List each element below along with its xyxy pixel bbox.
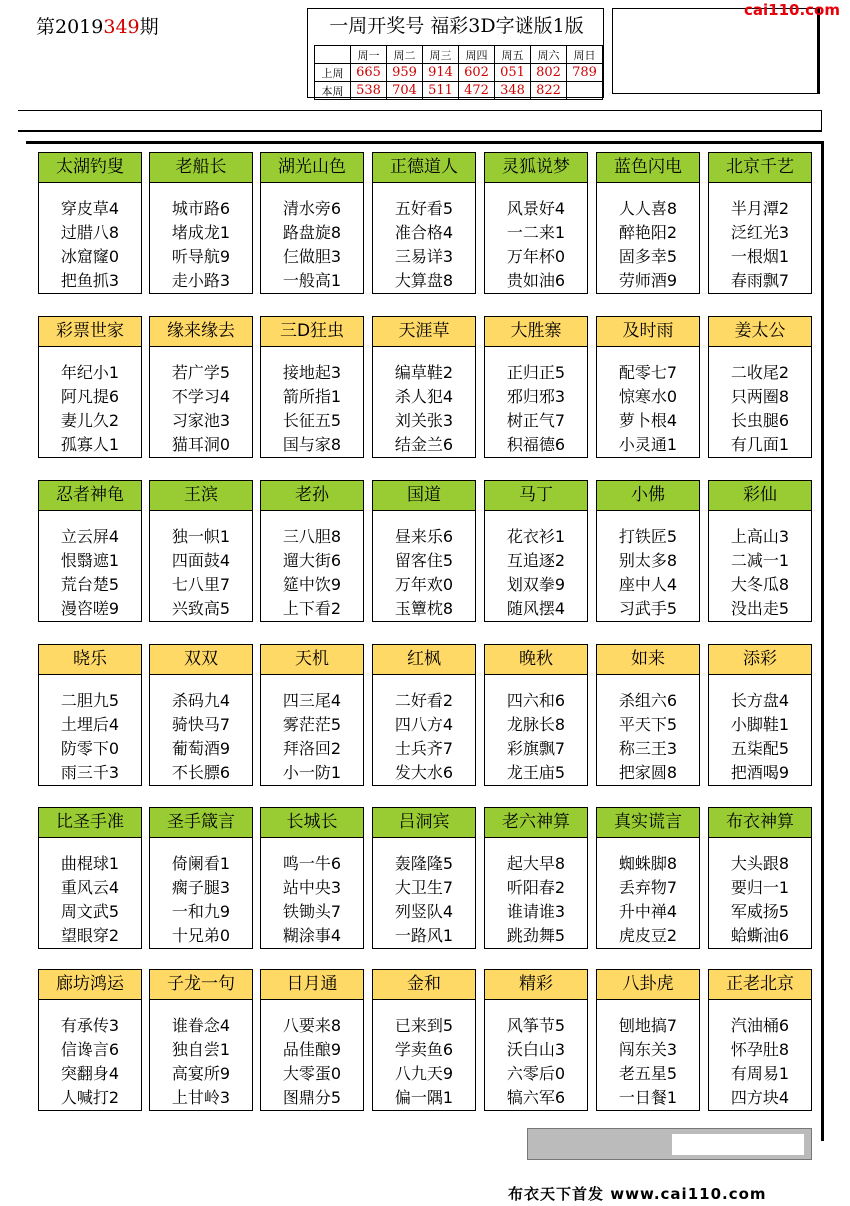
riddle-line: 一二来1 [506, 223, 566, 242]
riddle-line: 丢弃物7 [618, 878, 678, 897]
cell-title: 国道 [373, 481, 475, 511]
riddle-line: 曲棍球1 [60, 854, 120, 873]
riddle-line: 留客住5 [394, 551, 454, 570]
riddle-cell [708, 480, 812, 622]
riddle-line: 听导航9 [171, 247, 231, 266]
draw-number: 602 [459, 64, 495, 82]
riddle-line: 没出走5 [730, 599, 790, 618]
riddle-line: 贵如油6 [506, 271, 566, 290]
riddle-line: 春雨飘7 [730, 271, 790, 290]
riddle-cell [372, 316, 476, 458]
riddle-line: 编草鞋2 [394, 363, 454, 382]
riddle-line: 不长膘6 [171, 763, 231, 782]
riddle-line: 年纪小1 [60, 363, 120, 382]
riddle-line: 高宴所9 [171, 1064, 231, 1083]
cell-title: 老六神算 [485, 808, 587, 838]
riddle-line: 三易详3 [394, 247, 454, 266]
riddle-cell [149, 644, 253, 786]
site-logo[interactable]: cai110.com [744, 1, 840, 19]
cell-title: 如来 [597, 645, 699, 675]
riddle-line: 大头跟8 [730, 854, 790, 873]
issue-number: 349 [103, 16, 140, 38]
riddle-cell [38, 644, 142, 786]
draw-number: 822 [531, 82, 567, 100]
riddle-line: 把家圆8 [618, 763, 678, 782]
riddle-line: 把酒喝9 [730, 763, 790, 782]
cell-title: 晚秋 [485, 645, 587, 675]
cell-title: 老孙 [261, 481, 363, 511]
cell-title: 廊坊鸿运 [39, 970, 141, 1000]
riddle-line: 随风摆4 [506, 599, 566, 618]
riddle-line: 走小路3 [171, 271, 231, 290]
riddle-cell [372, 644, 476, 786]
riddle-cell [38, 969, 142, 1111]
riddle-line: 阿凡提6 [60, 387, 120, 406]
cell-title: 比圣手准 [39, 808, 141, 838]
riddle-cell [260, 316, 364, 458]
table-corner [315, 46, 351, 64]
riddle-cell [260, 969, 364, 1111]
riddle-line: 冰窟窿0 [60, 247, 120, 266]
riddle-line: 信谗言6 [60, 1040, 120, 1059]
riddle-line: 树正气7 [506, 411, 566, 430]
riddle-cell [372, 480, 476, 622]
riddle-line: 劳师酒9 [618, 271, 678, 290]
riddle-line: 长虫腿6 [730, 411, 790, 430]
riddle-cell [596, 807, 700, 949]
riddle-cell [260, 152, 364, 294]
riddle-cell [708, 644, 812, 786]
riddle-cell [38, 316, 142, 458]
row-label: 上周 [315, 64, 351, 82]
riddle-line: 听阳春2 [506, 878, 566, 897]
riddle-line: 龙王庙5 [506, 763, 566, 782]
riddle-line: 小一防1 [282, 763, 342, 782]
cell-title: 正老北京 [709, 970, 811, 1000]
riddle-cell [372, 807, 476, 949]
riddle-line: 闯东关3 [618, 1040, 678, 1059]
riddle-line: 谁请谁3 [506, 902, 566, 921]
riddle-line: 人喊打2 [60, 1088, 120, 1107]
cell-title: 湖光山色 [261, 153, 363, 183]
riddle-cell [260, 480, 364, 622]
riddle-line: 刘关张3 [394, 411, 454, 430]
riddle-line: 荒台楚5 [60, 575, 120, 594]
cell-title: 三D狂虫 [261, 317, 363, 347]
riddle-line: 猫耳洞0 [171, 435, 231, 454]
riddle-line: 发大水6 [394, 763, 454, 782]
riddle-line: 箭所指1 [282, 387, 342, 406]
riddle-line: 四方块4 [730, 1088, 790, 1107]
riddle-line: 独自尝1 [171, 1040, 231, 1059]
riddle-line: 已来到5 [394, 1016, 454, 1035]
riddle-cell [596, 644, 700, 786]
riddle-line: 惊寒水0 [618, 387, 678, 406]
riddle-cell [484, 969, 588, 1111]
cell-title: 太湖钓叟 [39, 153, 141, 183]
riddle-line: 糊涂事4 [282, 926, 342, 945]
riddle-line: 平天下5 [618, 715, 678, 734]
draw-results-table [314, 45, 603, 100]
cell-title: 忍者神龟 [39, 481, 141, 511]
riddle-line: 称三王3 [618, 739, 678, 758]
footer-credit[interactable]: 布衣天下首发 www.cai110.com [508, 1185, 767, 1203]
cell-title: 天涯草 [373, 317, 475, 347]
riddle-line: 大卫生7 [394, 878, 454, 897]
draw-number: 538 [351, 82, 387, 100]
riddle-cell [260, 644, 364, 786]
riddle-line: 大算盘8 [394, 271, 454, 290]
draw-number: 802 [531, 64, 567, 82]
draw-number: 348 [495, 82, 531, 100]
riddle-cell [596, 316, 700, 458]
riddle-line: 别太多8 [618, 551, 678, 570]
riddle-line: 雨三千3 [60, 763, 120, 782]
riddle-line: 长征五5 [282, 411, 342, 430]
cell-title: 长城长 [261, 808, 363, 838]
riddle-line: 大冬瓜8 [730, 575, 790, 594]
riddle-line: 二收尾2 [730, 363, 790, 382]
riddle-cell [596, 152, 700, 294]
cell-title: 正德道人 [373, 153, 475, 183]
riddle-line: 图鼎分5 [282, 1088, 342, 1107]
riddle-line: 跳劲舞5 [506, 926, 566, 945]
riddle-line: 一根烟1 [730, 247, 790, 266]
riddle-line: 独一帜1 [171, 527, 231, 546]
riddle-line: 醉艳阳2 [618, 223, 678, 242]
riddle-cell [484, 807, 588, 949]
riddle-line: 漫咨嗟9 [60, 599, 120, 618]
table-row [315, 82, 603, 100]
weekly-draw-panel [307, 8, 604, 98]
day-header: 周三 [423, 46, 459, 64]
riddle-line: 土埋后4 [60, 715, 120, 734]
cell-title: 圣手箴言 [150, 808, 252, 838]
riddle-line: 二好看2 [394, 691, 454, 710]
riddle-line: 恨翳遮1 [60, 551, 120, 570]
riddle-line: 小脚鞋1 [730, 715, 790, 734]
riddle-line: 接地起3 [282, 363, 342, 382]
riddle-line: 玉簟枕8 [394, 599, 454, 618]
riddle-line: 四三尾4 [282, 691, 342, 710]
riddle-line: 周文武5 [60, 902, 120, 921]
day-header: 周五 [495, 46, 531, 64]
riddle-line: 国与家8 [282, 435, 342, 454]
riddle-line: 品佳酿9 [282, 1040, 342, 1059]
riddle-cell [260, 807, 364, 949]
riddle-line: 孤寡人1 [60, 435, 120, 454]
day-header: 周六 [531, 46, 567, 64]
riddle-cell [372, 152, 476, 294]
cell-title: 八卦虎 [597, 970, 699, 1000]
cell-title: 精彩 [485, 970, 587, 1000]
riddle-line: 座中人4 [618, 575, 678, 594]
cell-title: 真实谎言 [597, 808, 699, 838]
riddle-line: 蜘蛛脚8 [618, 854, 678, 873]
riddle-line: 人人喜8 [618, 199, 678, 218]
riddle-line: 重风云4 [60, 878, 120, 897]
riddle-line: 过腊八8 [60, 223, 120, 242]
riddle-line: 八九天9 [394, 1064, 454, 1083]
riddle-cell [38, 480, 142, 622]
riddle-line: 划双拳9 [506, 575, 566, 594]
riddle-line: 结金兰6 [394, 435, 454, 454]
riddle-line: 要归一1 [730, 878, 790, 897]
cell-title: 姜太公 [709, 317, 811, 347]
cell-title: 缘来缘去 [150, 317, 252, 347]
riddle-cell [708, 807, 812, 949]
riddle-line: 七八里7 [171, 575, 231, 594]
riddle-line: 花衣衫1 [506, 527, 566, 546]
riddle-line: 小灵通1 [618, 435, 678, 454]
riddle-line: 兴致高5 [171, 599, 231, 618]
riddle-line: 突翻身4 [60, 1064, 120, 1083]
riddle-line: 五好看5 [394, 199, 454, 218]
riddle-line: 葡萄酒9 [171, 739, 231, 758]
riddle-line: 一般高1 [282, 271, 342, 290]
riddle-line: 立云屏4 [60, 527, 120, 546]
draw-number: 914 [423, 64, 459, 82]
riddle-line: 清水旁6 [282, 199, 342, 218]
cell-title: 吕洞宾 [373, 808, 475, 838]
riddle-cell [484, 644, 588, 786]
riddle-line: 升中禅4 [618, 902, 678, 921]
riddle-line: 上甘岭3 [171, 1088, 231, 1107]
riddle-cell [484, 316, 588, 458]
riddle-line: 上下看2 [282, 599, 342, 618]
riddle-line: 遛大街6 [282, 551, 342, 570]
riddle-line: 不学习4 [171, 387, 231, 406]
riddle-line: 二减一1 [730, 551, 790, 570]
cell-title: 红枫 [373, 645, 475, 675]
panel-title: 一周开奖号 福彩3D字谜版1版 [329, 15, 584, 37]
riddle-line: 有承传3 [60, 1016, 120, 1035]
riddle-line: 倚阑看1 [171, 854, 231, 873]
riddle-line: 六零后0 [506, 1064, 566, 1083]
riddle-line: 汽油桶6 [730, 1016, 790, 1035]
riddle-line: 有几面1 [730, 435, 790, 454]
table-row [315, 64, 603, 82]
riddle-line: 四八方4 [394, 715, 454, 734]
riddle-line: 城市路6 [171, 199, 231, 218]
cell-title: 双双 [150, 645, 252, 675]
riddle-line: 积福德6 [506, 435, 566, 454]
draw-number: 789 [567, 64, 603, 82]
riddle-line: 妻儿久2 [60, 411, 120, 430]
riddle-line: 路盘旋8 [282, 223, 342, 242]
footer-inner [672, 1134, 804, 1155]
day-header: 周四 [459, 46, 495, 64]
cell-title: 日月通 [261, 970, 363, 1000]
riddle-line: 谁眷念4 [171, 1016, 231, 1035]
issue-box [612, 8, 820, 94]
draw-number: 704 [387, 82, 423, 100]
issue-label [36, 12, 159, 39]
riddle-line: 铁锄头7 [282, 902, 342, 921]
day-header: 周一 [351, 46, 387, 64]
divider-strip [18, 110, 822, 132]
cell-title: 金和 [373, 970, 475, 1000]
riddle-line: 沃白山3 [506, 1040, 566, 1059]
riddle-line: 四面鼓4 [171, 551, 231, 570]
riddle-line: 骑快马7 [171, 715, 231, 734]
cell-title: 老船长 [150, 153, 252, 183]
riddle-line: 瘸子腿3 [171, 878, 231, 897]
cell-title: 晓乐 [39, 645, 141, 675]
riddle-line: 杀人犯4 [394, 387, 454, 406]
riddle-line: 老五星5 [618, 1064, 678, 1083]
riddle-line: 习武手5 [618, 599, 678, 618]
riddle-line: 泛红光3 [730, 223, 790, 242]
riddle-line: 起大早8 [506, 854, 566, 873]
riddle-line: 万年杯0 [506, 247, 566, 266]
riddle-line: 上高山3 [730, 527, 790, 546]
riddle-line: 万年欢0 [394, 575, 454, 594]
riddle-line: 犒六军6 [506, 1088, 566, 1107]
day-header: 周二 [387, 46, 423, 64]
riddle-line: 学卖鱼6 [394, 1040, 454, 1059]
riddle-line: 军威扬5 [730, 902, 790, 921]
riddle-line: 正归正5 [506, 363, 566, 382]
riddle-line: 配零七7 [618, 363, 678, 382]
riddle-line: 八要来8 [282, 1016, 342, 1035]
riddle-line: 二胆九5 [60, 691, 120, 710]
draw-number: 472 [459, 82, 495, 100]
riddle-line: 一路风1 [394, 926, 454, 945]
riddle-line: 怀孕肚8 [730, 1040, 790, 1059]
cell-title: 天机 [261, 645, 363, 675]
riddle-line: 堵成龙1 [171, 223, 231, 242]
riddle-cell [149, 807, 253, 949]
riddle-line: 轰隆隆5 [394, 854, 454, 873]
riddle-line: 昼来乐6 [394, 527, 454, 546]
row-label: 本周 [315, 82, 351, 100]
riddle-cell [38, 807, 142, 949]
draw-number: 511 [423, 82, 459, 100]
riddle-cell [484, 152, 588, 294]
riddle-line: 穿皮草4 [60, 199, 120, 218]
riddle-line: 刨地搞7 [618, 1016, 678, 1035]
cell-title: 北京千艺 [709, 153, 811, 183]
riddle-cell [708, 969, 812, 1111]
riddle-line: 有周易1 [730, 1064, 790, 1083]
riddle-line: 站中央3 [282, 878, 342, 897]
draw-number: 959 [387, 64, 423, 82]
riddle-line: 杀码九4 [171, 691, 231, 710]
riddle-cell [372, 969, 476, 1111]
riddle-line: 鸣一牛6 [282, 854, 342, 873]
riddle-line: 仨做胆3 [282, 247, 342, 266]
riddle-line: 邪归邪3 [506, 387, 566, 406]
riddle-line: 习家池3 [171, 411, 231, 430]
riddle-line: 列竖队4 [394, 902, 454, 921]
riddle-cell [708, 152, 812, 294]
draw-number [567, 82, 603, 100]
riddle-line: 萝卜根4 [618, 411, 678, 430]
riddle-cell [149, 316, 253, 458]
riddle-line: 一日餐1 [618, 1088, 678, 1107]
riddle-cell [149, 969, 253, 1111]
riddle-line: 打铁匠5 [618, 527, 678, 546]
cell-title: 大胜寨 [485, 317, 587, 347]
riddle-line: 雾茫茫5 [282, 715, 342, 734]
riddle-line: 大零蛋0 [282, 1064, 342, 1083]
cell-title: 小佛 [597, 481, 699, 511]
riddle-cell [38, 152, 142, 294]
riddle-cell [149, 480, 253, 622]
cell-title: 马丁 [485, 481, 587, 511]
riddle-line: 四六和6 [506, 691, 566, 710]
riddle-line: 龙脉长8 [506, 715, 566, 734]
riddle-line: 把鱼抓3 [60, 271, 120, 290]
riddle-cell [484, 480, 588, 622]
riddle-line: 风景好4 [506, 199, 566, 218]
riddle-line: 固多幸5 [618, 247, 678, 266]
day-header: 周日 [567, 46, 603, 64]
riddle-line: 准合格4 [394, 223, 454, 242]
cell-title: 彩仙 [709, 481, 811, 511]
riddle-line: 筵中饮9 [282, 575, 342, 594]
cell-title: 王滨 [150, 481, 252, 511]
riddle-line: 十兄弟0 [171, 926, 231, 945]
riddle-cell [708, 316, 812, 458]
cell-title: 灵狐说梦 [485, 153, 587, 183]
cell-title: 子龙一句 [150, 970, 252, 1000]
draw-number: 051 [495, 64, 531, 82]
cell-title: 及时雨 [597, 317, 699, 347]
cell-title: 彩票世家 [39, 317, 141, 347]
cell-title: 蓝色闪电 [597, 153, 699, 183]
cell-title: 布衣神算 [709, 808, 811, 838]
riddle-cell [149, 152, 253, 294]
riddle-line: 五柒配5 [730, 739, 790, 758]
riddle-line: 杀组六6 [618, 691, 678, 710]
riddle-line: 若广学5 [171, 363, 231, 382]
riddle-cell [596, 969, 700, 1111]
riddle-line: 长方盘4 [730, 691, 790, 710]
riddle-line: 士兵齐7 [394, 739, 454, 758]
riddle-line: 一和九9 [171, 902, 231, 921]
draw-number: 665 [351, 64, 387, 82]
riddle-line: 三八胆8 [282, 527, 342, 546]
riddle-line: 虎皮豆2 [618, 926, 678, 945]
riddle-line: 只两圈8 [730, 387, 790, 406]
riddle-line: 望眼穿2 [60, 926, 120, 945]
riddle-line: 偏一隅1 [394, 1088, 454, 1107]
riddle-line: 彩旗飘7 [506, 739, 566, 758]
cell-title: 添彩 [709, 645, 811, 675]
riddle-line: 防零下0 [60, 739, 120, 758]
riddle-line: 半月潭2 [730, 199, 790, 218]
riddle-line: 拜洛回2 [282, 739, 342, 758]
issue-suffix: 期 [139, 16, 159, 38]
riddle-cell [596, 480, 700, 622]
riddle-line: 互追逐2 [506, 551, 566, 570]
riddle-line: 蛤蟖油6 [730, 926, 790, 945]
riddle-line: 风筝节5 [506, 1016, 566, 1035]
issue-prefix: 第2019 [36, 16, 104, 38]
